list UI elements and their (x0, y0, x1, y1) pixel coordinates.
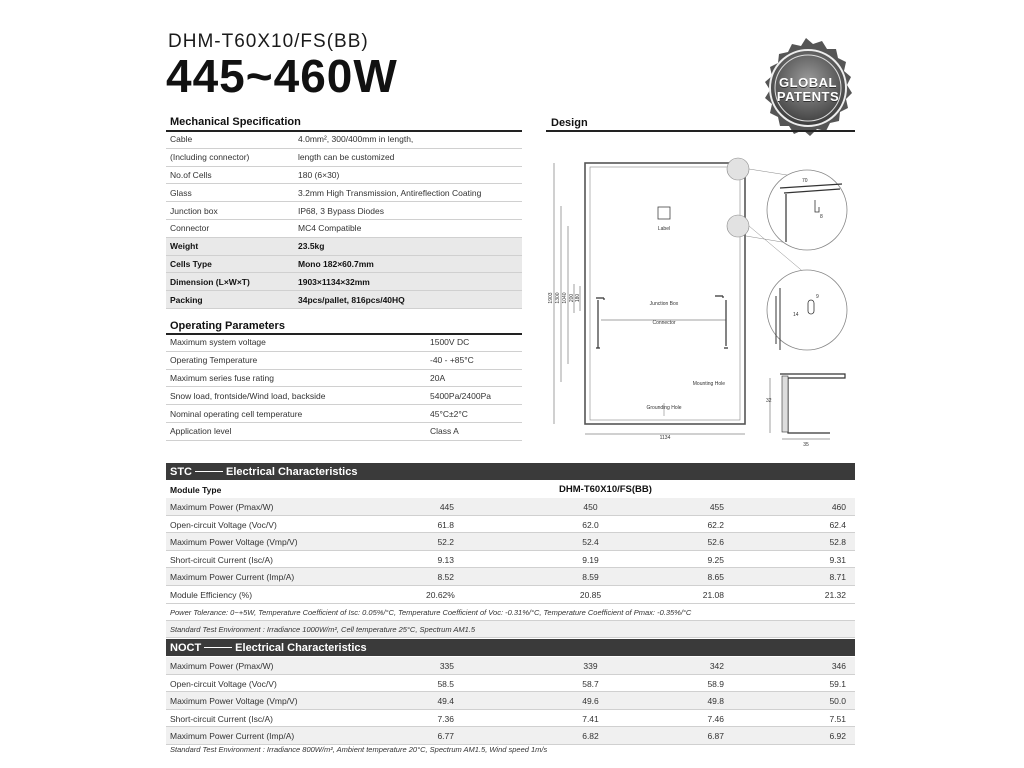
noct-row-key: Maximum Power Current (Imp/A) (170, 731, 295, 742)
noct-row (166, 692, 855, 710)
stc-row-value: 455 (709, 502, 724, 512)
stc-row (166, 498, 855, 516)
stc-row-value: 21.08 (702, 590, 724, 600)
noct-row-key: Maximum Power (Pmax/W) (170, 661, 274, 671)
stc-title: Electrical Characteristics (226, 465, 358, 478)
corner-callout-circle (727, 158, 749, 180)
noct-row-value: 339 (583, 661, 598, 671)
noct-row-value: 7.46 (707, 713, 724, 724)
stc-row-value: 21.32 (824, 590, 846, 600)
noct-row-value: 6.92 (829, 731, 846, 742)
stc-row-value: 52.8 (829, 537, 846, 548)
label-text: Label (657, 226, 671, 232)
module-type-value: DHM-T60X10/FS(BB) (559, 484, 652, 495)
stc-row-key: Maximum Power Voltage (Vmp/V) (170, 537, 298, 548)
dim-32-text: 32 (766, 398, 772, 404)
noct-row-value: 342 (709, 661, 724, 671)
label-box (658, 207, 670, 219)
noct-title: Electrical Characteristics (235, 641, 367, 654)
stc-row-value: 9.25 (707, 554, 724, 565)
design-divider (546, 130, 855, 132)
noct-row-value: 59.1 (829, 678, 846, 689)
mech-row (166, 238, 522, 256)
op-row-key: Snow load, frontside/Wind load, backside (170, 390, 326, 401)
mech-row (166, 220, 522, 238)
dim-9-text: 9 (816, 294, 819, 300)
stc-row (166, 516, 855, 534)
dim-1040-text: 1040 (562, 292, 568, 304)
stc-row-value: 20.85 (579, 590, 602, 600)
op-row (166, 334, 522, 352)
stc-row-value: 8.52 (437, 572, 454, 583)
stc-row-value: 61.8 (437, 519, 454, 530)
stc-row-key: Maximum Power (Pmax/W) (170, 502, 274, 512)
noct-row-value: 58.7 (582, 678, 599, 689)
mech-row-value: IP68, 3 Bypass Diodes (298, 205, 384, 216)
mech-row-value: 4.0mm², 300/400mm in length, (298, 134, 414, 145)
noct-row-value: 6.87 (707, 731, 724, 742)
stc-row-key: Open-circuit Voltage (Voc/V) (170, 519, 277, 530)
design-title: Design (551, 117, 588, 129)
module-type-label: Module Type (170, 485, 222, 495)
noct-row-value: 50.0 (829, 696, 846, 707)
mech-row-key: Glass (170, 187, 192, 198)
noct-row-key: Short-circuit Current (Isc/A) (170, 713, 273, 724)
stc-row-value: 52.6 (707, 537, 724, 548)
stc-row-value: 450 (583, 502, 598, 512)
op-row (166, 352, 522, 370)
hole-detail-circle (767, 270, 847, 350)
stc-row-value: 8.59 (582, 572, 599, 583)
power-range: 445~460W (166, 50, 398, 102)
noct-note: Standard Test Environment : Irradiance 800W/m², Ambient temperature 20°C, Spectrum AM1.5, Wind speed 1m/s (170, 745, 548, 754)
noct-row-value: 7.36 (437, 713, 454, 724)
op-row-value: -40 - +85°C (430, 355, 474, 366)
noct-row-value: 346 (831, 661, 846, 671)
junction-box-text: Junction Box (649, 301, 679, 307)
mech-row-value: length can be customized (298, 152, 395, 163)
mech-row (166, 184, 522, 202)
stc-row-key: Short-circuit Current (Isc/A) (170, 554, 273, 565)
global-patents-badge (752, 36, 860, 144)
mech-row-key: Weight (170, 241, 199, 252)
noct-row-value: 6.77 (437, 731, 454, 742)
mech-row-value: MC4 Compatible (298, 223, 362, 234)
noct-row-value: 6.82 (582, 731, 599, 742)
stc-row-value: 62.4 (829, 519, 846, 530)
op-row-key: Nominal operating cell temperature (170, 408, 303, 419)
mech-row-key: No.of Cells (170, 169, 212, 180)
op-row-value: 5400Pa/2400Pa (430, 390, 491, 401)
op-row-key: Operating Temperature (170, 355, 258, 366)
stc-row (166, 568, 855, 586)
right-cable (715, 296, 728, 348)
op-row-value: 1500V DC (430, 337, 470, 348)
op-row-key: Maximum system voltage (170, 337, 266, 348)
mech-row-value: 3.2mm High Transmission, Antireflection Coating (298, 187, 482, 198)
stc-row (166, 533, 855, 551)
mech-row-key: Connector (170, 223, 210, 234)
stc-row-value: 9.13 (437, 554, 454, 565)
badge-line-2: PATENTS (776, 89, 840, 104)
grounding-hole-text: Grounding Hole (646, 405, 682, 411)
op-row-key: Application level (170, 426, 232, 437)
stc-header-bar (166, 463, 855, 480)
width-dim-text: 1134 (659, 435, 671, 441)
stc-row-value: 445 (439, 502, 454, 512)
mech-row-value: 1903×1134×32mm (298, 276, 370, 287)
dim-1300-text: 1300 (555, 292, 561, 304)
noct-row-value: 58.5 (437, 678, 454, 689)
dim-200-text: 200 (569, 293, 575, 303)
op-row (166, 423, 522, 441)
op-row (166, 405, 522, 423)
model-name: DHM-T60X10/FS(BB) (168, 31, 369, 52)
height-dim-text: 1903 (548, 292, 554, 304)
mech-row-key: Cells Type (170, 258, 212, 269)
mech-row-key: Junction box (170, 205, 218, 216)
dim-14-text: 14 (793, 312, 799, 318)
dim-35-text: 35 (803, 442, 809, 448)
noct-row (166, 675, 855, 693)
mech-row-value: 180 (6×30) (298, 169, 340, 180)
stc-row (166, 551, 855, 569)
noct-row-value: 58.9 (707, 678, 724, 689)
stc-row-value: 9.31 (829, 554, 846, 565)
noct-row-value: 49.4 (437, 696, 454, 707)
dim-70-text: 70 (802, 178, 808, 184)
connector-text: Connector (652, 320, 676, 326)
stc-row-value: 62.2 (707, 519, 724, 530)
op-row-key: Maximum series fuse rating (170, 372, 274, 383)
mech-row-key: Packing (170, 294, 203, 305)
noct-row (166, 710, 855, 728)
noct-row-value: 7.41 (582, 713, 599, 724)
noct-row-key: Open-circuit Voltage (Voc/V) (170, 678, 277, 689)
mech-row-value: 23.5kg (298, 241, 325, 252)
stc-row-value: 8.71 (829, 572, 846, 583)
mech-row-key: (Including connector) (170, 152, 250, 163)
noct-row (166, 657, 855, 675)
stc-row-value: 8.65 (707, 572, 724, 583)
stc-row-value: 52.2 (437, 537, 454, 548)
dim-180-text: 180 (575, 293, 581, 303)
noct-row-value: 7.51 (829, 713, 846, 724)
frame-section (780, 374, 845, 433)
noct-header-bar (166, 639, 855, 656)
mech-row (166, 131, 522, 149)
stc-row-value: 20.62% (426, 590, 455, 600)
stc-row (166, 586, 855, 604)
op-row (166, 387, 522, 405)
stc-row-value: 460 (831, 502, 846, 512)
design-drawing (540, 138, 860, 448)
stc-prefix: STC (170, 465, 192, 478)
left-cable (596, 298, 604, 348)
stc-row-value: 52.4 (582, 537, 599, 548)
op-row-value: 20A (430, 372, 446, 383)
stc-row-key: Module Efficiency (%) (170, 590, 253, 600)
noct-row-key: Maximum Power Voltage (Vmp/V) (170, 696, 298, 707)
mech-row (166, 273, 522, 291)
mech-row (166, 202, 522, 220)
mechanical-spec-title: Mechanical Specification (170, 116, 301, 128)
mech-row (166, 149, 522, 167)
noct-row-value: 49.8 (707, 696, 724, 707)
mech-row-value: 34pcs/pallet, 816pcs/40HQ (298, 294, 405, 305)
mounting-hole-text: Mounting Hole (692, 381, 725, 387)
mech-row-value: Mono 182×60.7mm (298, 258, 374, 269)
stc-row-value: 62.0 (582, 519, 599, 530)
op-row-value: 45°C±2°C (430, 408, 468, 419)
stc-row-value: 9.19 (582, 554, 599, 565)
stc-note-2: Standard Test Environment : Irradiance 1000W/m², Cell temperature 25°C, Spectrum AM1.5 (166, 621, 855, 638)
noct-row-value: 49.6 (582, 696, 599, 707)
mech-row (166, 256, 522, 274)
badge-line-1: GLOBAL (779, 75, 837, 90)
noct-prefix: NOCT (170, 641, 202, 654)
hole-callout-circle (727, 215, 749, 237)
stc-note-1: Power Tolerance: 0~+5W, Temperature Coefficient of Isc: 0.05%/°C, Temperature Coefficient of Voc: -0.31%/°C, Temperature Coefficient of Pmax: -0.35%/°C (166, 604, 855, 621)
mech-row (166, 291, 522, 309)
mech-row-key: Dimension (L×W×T) (170, 276, 250, 287)
op-row-value: Class A (430, 426, 459, 437)
mech-row-key: Cable (170, 134, 193, 145)
mech-row (166, 167, 522, 185)
noct-row-value: 335 (439, 661, 454, 671)
noct-row (166, 727, 855, 745)
stc-row-key: Maximum Power Current (Imp/A) (170, 572, 295, 583)
module-type-row (166, 481, 855, 499)
dim-8-text: 8 (820, 214, 823, 220)
operating-params-title: Operating Parameters (170, 320, 285, 332)
op-row (166, 370, 522, 388)
